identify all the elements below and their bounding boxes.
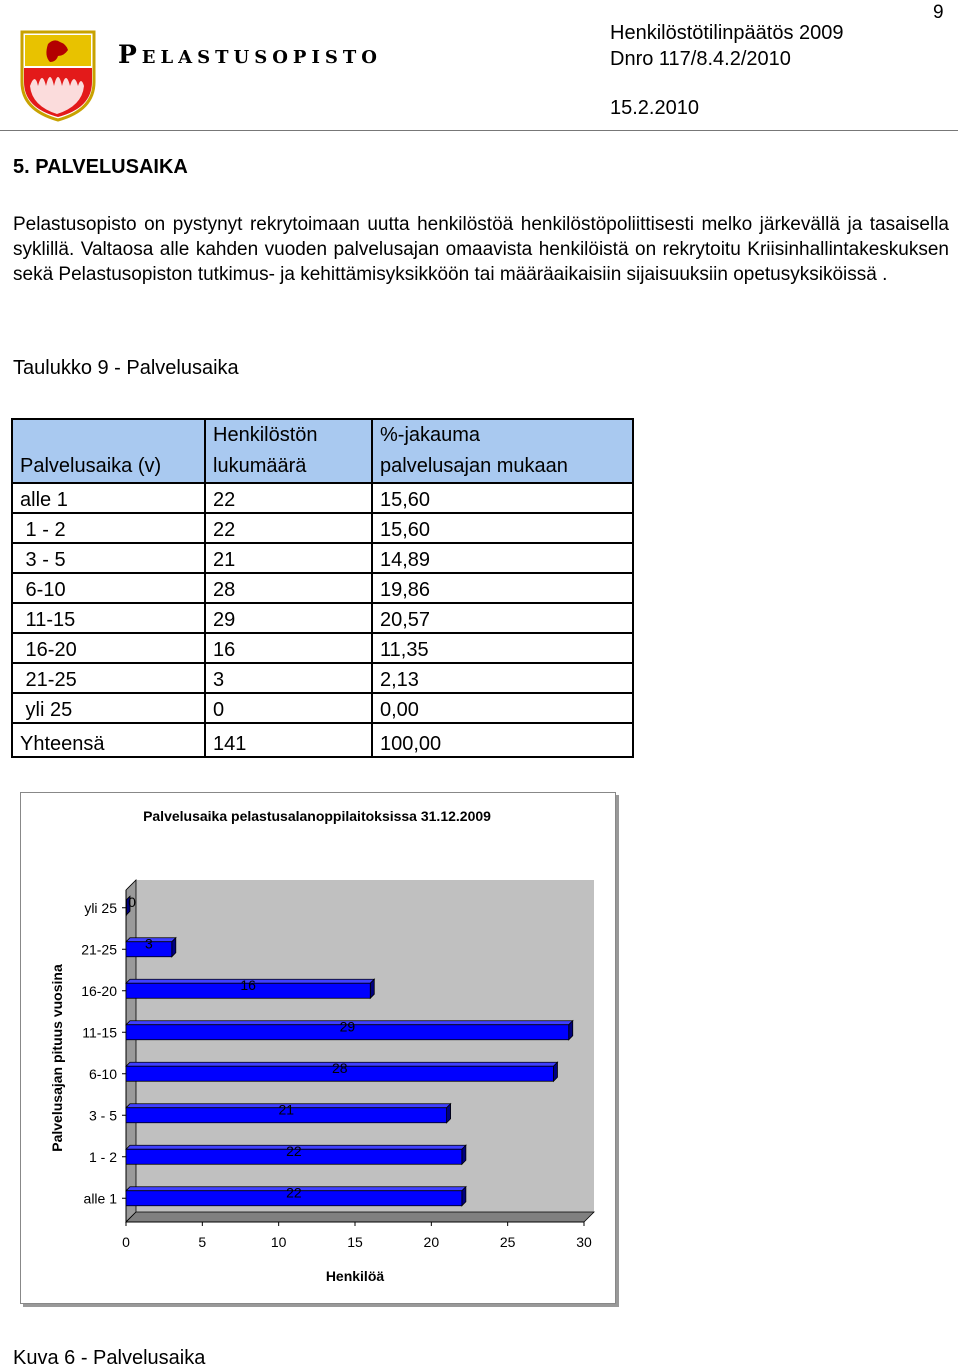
cell-period: 1 - 2 [12, 513, 205, 543]
chart-bar-side [447, 1104, 451, 1123]
intro-paragraph: Pelastusopisto on pystynyt rekrytoimaan uutta henkilöstöä henkilöstöpoliittisesti melko järkevällä ja tasaisella syklillä. Valtaosa alle kahden vuoden palvelusajan omaavista henkilöistä on rekrytoitu Kriisinhallintakeskuksen sekä Pelastusopiston tutkimus- ja kehittämisyksikköön tai määräaikaisiin sijaisuuksiin opetusyksiköissä . [13, 214, 949, 285]
header-percent-line1: %-jakauma [380, 424, 481, 446]
chart-data-label: 29 [339, 1018, 356, 1035]
chart-y-tick-label: alle 1 [83, 1190, 117, 1207]
chart-bar-side [462, 1187, 466, 1206]
chart-bar-side [553, 1062, 557, 1081]
chart-y-axis-label: Palvelusajan pituus vuosina [49, 964, 65, 1152]
cell-count: 16 [205, 633, 372, 663]
chart-x-axis-label: Henkilöä [325, 1268, 385, 1284]
chart-data-label: 3 [145, 935, 153, 952]
chart-plot-background [126, 880, 594, 1222]
chart-x-tick-label: 15 [347, 1234, 363, 1250]
cell-count: 21 [205, 543, 372, 573]
chart-y-tick-label: 21-25 [81, 941, 117, 958]
chart-bar-side [370, 979, 374, 998]
chart-y-tick-label: 16-20 [81, 982, 117, 999]
chart-y-tick-label: 6-10 [88, 1065, 117, 1082]
chart-data-label: 16 [240, 976, 256, 993]
section-heading: 5. PALVELUSAIKA [13, 156, 188, 178]
cell-period: yli 25 [12, 693, 205, 723]
chart-bar-side [172, 938, 176, 957]
chart-data-label: 22 [286, 1184, 302, 1201]
cell-percent: 2,13 [372, 663, 633, 693]
cell-period: 11-15 [12, 603, 205, 633]
chart-x-tick-label: 25 [499, 1234, 516, 1250]
chart-y-tick-label: 1 - 2 [88, 1148, 117, 1165]
document-number: Dnro 117/8.4.2/2010 [610, 48, 791, 70]
cell-percent: 11,35 [372, 633, 633, 663]
cell-count: 3 [205, 663, 372, 693]
page-number: 9 [933, 2, 944, 23]
chart-bar-side [569, 1021, 573, 1040]
chart-x-tick-label: 30 [576, 1234, 592, 1250]
chart-title: Palvelusaika pelastusalanoppilaitoksissa 31.12.2009 [143, 808, 491, 824]
chart-x-tick-label: 5 [198, 1234, 207, 1250]
chart-y-tick-label: yli 25 [84, 899, 117, 916]
organization-name: Pelastusopisto [118, 40, 382, 69]
cell-percent: 15,60 [372, 483, 633, 513]
chart-y-tick-label: 3 - 5 [88, 1107, 117, 1124]
chart-y-tick-label: 11-15 [82, 1024, 117, 1041]
document-date: 15.2.2010 [610, 97, 699, 119]
chart-bar [126, 900, 127, 915]
header-count-line2: lukumäärä [213, 455, 307, 477]
chart-x-tick-label: 0 [122, 1234, 130, 1250]
cell-period: 16-20 [12, 633, 205, 663]
chart-data-label: 22 [286, 1142, 302, 1159]
cell-period: 3 - 5 [12, 543, 205, 573]
chart-data-label: 28 [331, 1059, 348, 1076]
chart-x-tick-label: 10 [270, 1234, 287, 1250]
total-count: 141 [205, 723, 372, 757]
chart-data-label: 0 [128, 893, 136, 910]
cell-period: 21-25 [12, 663, 205, 693]
cell-percent: 20,57 [372, 603, 633, 633]
cell-percent: 14,89 [372, 543, 633, 573]
cell-period: 6-10 [12, 573, 205, 603]
total-percent: 100,00 [372, 723, 633, 757]
document-title: Henkilöstötilinpäätös 2009 [610, 22, 844, 44]
chart-data-label: 21 [278, 1101, 295, 1118]
header-period-label: Palvelusaika (v) [20, 455, 162, 477]
cell-percent: 19,86 [372, 573, 633, 603]
table-caption: Taulukko 9 - Palvelusaika [13, 357, 239, 379]
cell-count: 28 [205, 573, 372, 603]
cell-count: 22 [205, 483, 372, 513]
cell-count: 29 [205, 603, 372, 633]
figure-caption: Kuva 6 - Palvelusaika [13, 1347, 206, 1369]
header-count-line1: Henkilöstön [213, 424, 318, 446]
chart-floor [126, 1212, 594, 1222]
chart-side-wall [126, 880, 136, 1222]
cell-percent: 15,60 [372, 513, 633, 543]
chart-x-tick-label: 20 [423, 1234, 440, 1250]
cell-count: 22 [205, 513, 372, 543]
cell-count: 0 [205, 693, 372, 723]
cell-percent: 0,00 [372, 693, 633, 723]
total-label: Yhteensä [12, 723, 205, 757]
chart-bar-side [462, 1145, 466, 1164]
header-percent-line2: palvelusajan mukaan [380, 455, 568, 477]
cell-period: alle 1 [12, 483, 205, 513]
